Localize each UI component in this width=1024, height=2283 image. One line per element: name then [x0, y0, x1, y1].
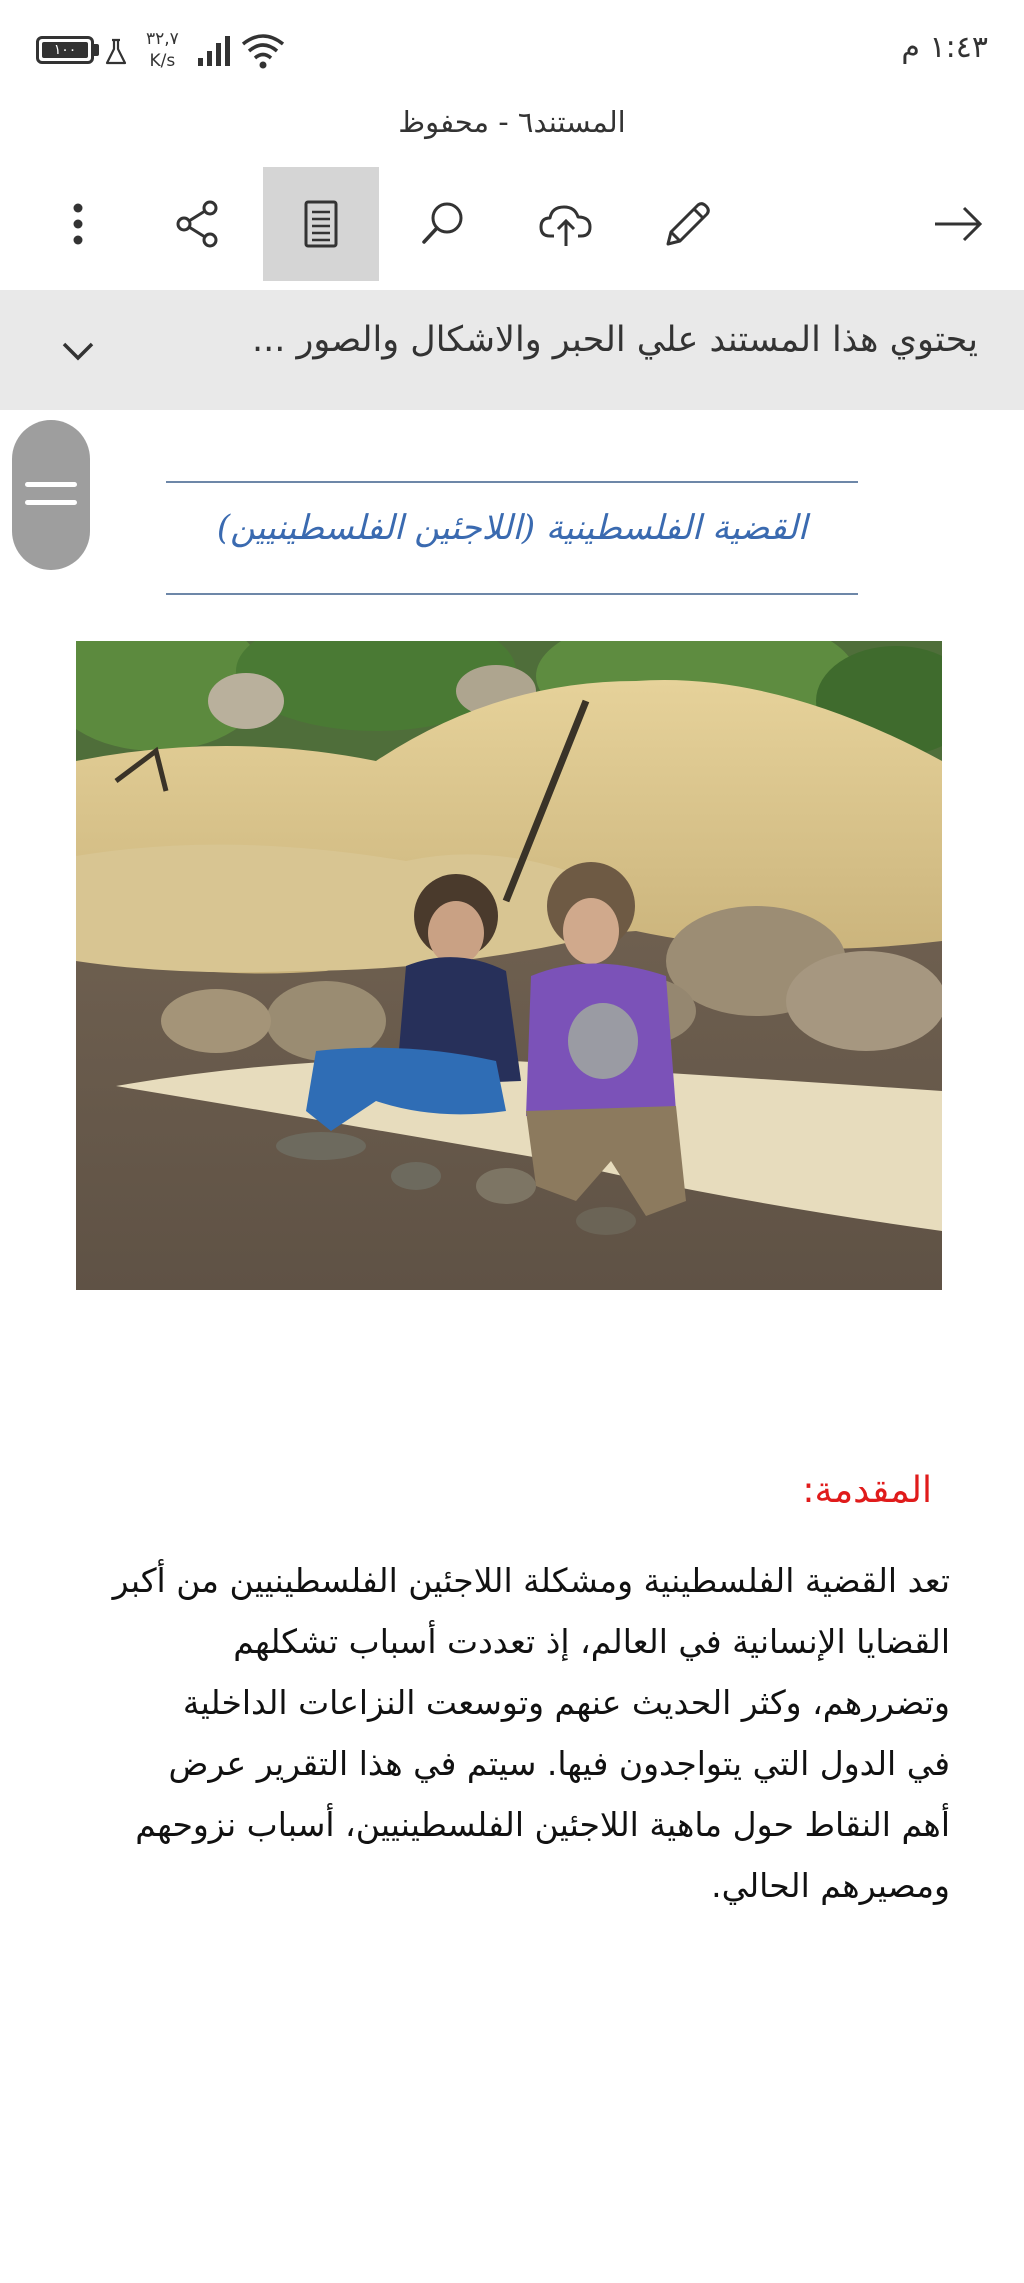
- cloud-upload-icon: [538, 196, 594, 252]
- share-button[interactable]: [140, 167, 256, 281]
- intro-line: القضايا الإنسانية في العالم، إذ تعددت أسباب تشكلهم: [233, 1622, 950, 1661]
- intro-line: في الدول التي يتواجدون فيها. سيتم في هذا التقرير عرض: [168, 1744, 950, 1783]
- edit-button[interactable]: [630, 167, 746, 281]
- status-bar: [0, 0, 1024, 105]
- upload-button[interactable]: [508, 167, 624, 281]
- pencil-icon: [660, 196, 716, 252]
- toolbar: [0, 165, 1024, 285]
- intro-paragraph: [70, 1550, 950, 1916]
- clock: ١:٤٣ م: [901, 30, 988, 65]
- battery-tip: [94, 44, 99, 56]
- intro-line: ومصيرهم الحالي.: [711, 1866, 950, 1905]
- flask-icon: [104, 38, 128, 66]
- search-button[interactable]: [385, 167, 501, 281]
- handle-line: [25, 482, 77, 487]
- refugee-children-photo: [76, 641, 942, 1290]
- handle-line: [25, 500, 77, 505]
- share-icon: [170, 196, 226, 252]
- more-options-button[interactable]: [20, 167, 136, 281]
- document-title: المستند٦ - محفوظ: [398, 105, 626, 139]
- network-speed: [146, 28, 179, 72]
- arrow-right-icon: [930, 196, 986, 252]
- signal-icon: [196, 34, 232, 68]
- intro-line: وتضررهم، وكثر الحديث عنهم وتوسعت النزاعات الداخلية: [182, 1683, 950, 1722]
- intro-line: تعد القضية الفلسطينية ومشكلة اللاجئين الفلسطينيين من أكبر: [112, 1561, 950, 1600]
- network-speed-unit: K/s: [149, 51, 176, 71]
- wifi-icon: [240, 32, 286, 70]
- intro-heading: المقدمة:: [802, 1470, 932, 1511]
- heading-bottom-rule: [166, 593, 858, 595]
- more-vertical-icon: [50, 196, 106, 252]
- chevron-down-icon[interactable]: [50, 322, 106, 378]
- forward-button[interactable]: [900, 167, 1016, 281]
- heading-top-rule: [166, 481, 858, 483]
- network-speed-value: ٣٢,٧: [146, 29, 179, 49]
- search-icon: [415, 196, 471, 252]
- document-heading: القضية الفلسطينية (اللاجئين الفلسطينيين): [216, 508, 808, 548]
- intro-line: أهم النقاط حول ماهية اللاجئين الفلسطينيين، أسباب نزوحهم: [135, 1805, 950, 1844]
- reading-view-button[interactable]: [263, 167, 379, 281]
- banner-message: يحتوي هذا المستند علي الحبر والاشكال والصور ...: [252, 320, 978, 360]
- battery-icon: [36, 36, 94, 64]
- document-view-icon: [293, 196, 349, 252]
- content-notice-banner[interactable]: [0, 290, 1024, 410]
- battery-level: ١٠٠: [42, 42, 88, 58]
